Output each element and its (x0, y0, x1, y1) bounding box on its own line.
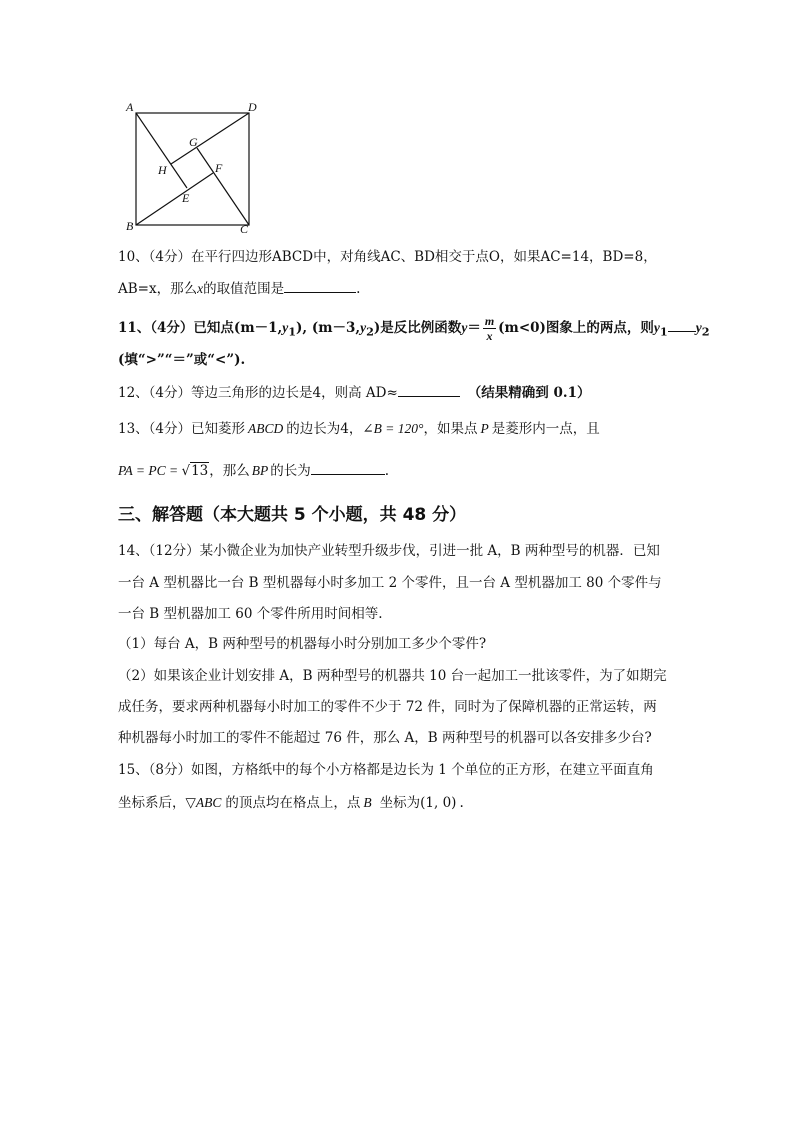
q14-part1: （1）每台 A，B 两种型号的机器每小时分别加工多少个零件? (118, 636, 487, 652)
q11-line1 (118, 314, 710, 343)
q13-angle: ∠B = 120° (362, 421, 424, 436)
q15-line1: 15、（8分）如图，方格纸中的每个小方格都是边长为 1 个单位的正方形，在建立平面直角 (118, 762, 654, 778)
section-3-heading: 三、解答题（本大题共 5 个小题，共 48 分） (118, 505, 467, 525)
q11-frac-num: m (484, 314, 495, 328)
q13-line2 (118, 460, 389, 481)
q13-eq-a: PA = PC = (118, 463, 182, 478)
geometry-figure (124, 100, 264, 235)
q11-sub2: 2 (366, 324, 374, 339)
q15-line2-a: 坐标系后， (118, 795, 186, 811)
q13-line1-d: 是菱形内一点，且 (491, 421, 600, 437)
q11-answer-blank[interactable] (668, 317, 696, 332)
q15-line2-b: 的顶点均在格点上，点 (225, 795, 361, 811)
q15-line2-c: 坐标为 (379, 795, 421, 811)
q15-coord: (1, 0) (420, 795, 457, 811)
q11-cond: (m<0)图象上的两点，则 (498, 320, 654, 336)
q12-line (118, 382, 590, 403)
q11-y2: y (360, 320, 367, 335)
q11-yvar: y (461, 320, 468, 335)
q13-line1-b: 的边长为4， (286, 421, 363, 437)
q11-ans-y2: y (695, 320, 702, 335)
q11-sub1: 1 (288, 324, 297, 339)
q13-line2-a: ，那么 (209, 463, 250, 479)
q11-eq: ＝ (467, 320, 481, 336)
q13-abcd: ABCD (248, 421, 284, 436)
q13-p: P (480, 421, 489, 436)
q11-line2: (填“>”“＝”或“<”). (118, 352, 246, 368)
q10-line2-a: AB=x，那么 (118, 281, 198, 297)
label-d: D (248, 100, 257, 114)
q15-triangle: ▽ABC (185, 795, 222, 810)
q11-prefix: 11、（4分）已知点(m－1, (118, 320, 283, 336)
q13-line1 (118, 419, 600, 439)
q12-text: 12、（4分）等边三角形的边长是4，则高 AD≈ (118, 385, 398, 401)
q10-line2 (118, 278, 360, 299)
q15-b: B (363, 795, 372, 810)
q14-line2: 一台 A 型机器比一台 B 型机器每小时多加工 2 个零件，且一台 A 型机器加工 80 个零件与 (118, 575, 662, 591)
segment-bf (136, 173, 213, 225)
q11-frac-den: x (486, 329, 493, 343)
q11-ans-sub2: 2 (701, 324, 710, 339)
q11-ans-sub1: 1 (659, 324, 668, 339)
q11-mid1: ), (m－3, (296, 320, 361, 336)
q13-line1-a: 13、（4分）已知菱形 (118, 421, 246, 437)
q14-line1: 14、（12分）某小微企业为加快产业转型升级步伐，引进一批 A，B 两种型号的机器．已知 (118, 543, 660, 559)
label-g: G (189, 135, 198, 149)
q13-line2-b: 的长为 (270, 463, 311, 479)
label-h: H (158, 163, 167, 177)
square-abcd (136, 113, 249, 225)
q13-sqrt-value: 13 (191, 463, 209, 479)
q10-line2-b: 的取值范围是 (203, 281, 285, 297)
sqrt-symbol: √ (181, 463, 191, 479)
segment-dh (171, 113, 249, 164)
q15-line2 (118, 793, 464, 813)
q11-fraction (483, 314, 496, 343)
q12-note: （结果精确到 0.1） (467, 385, 591, 401)
label-f: F (215, 161, 223, 175)
q12-answer-blank[interactable] (398, 382, 460, 397)
segment-cg (197, 148, 249, 225)
q14-line3: 一台 B 型机器加工 60 个零件所用时间相等. (118, 606, 383, 622)
q13-line1-c: ，如果点 (423, 421, 478, 437)
q10-var-x: x (197, 281, 204, 296)
q11-mid2: )是反比例函数 (373, 320, 462, 336)
label-e: E (182, 191, 190, 205)
q15-line2-end: . (459, 795, 464, 811)
q14-part2-line3: 种机器每小时加工的零件不能超过 76 件，那么 A，B 两种型号的机器可以各安排多少台? (118, 730, 652, 746)
q11-y1: y (282, 320, 289, 335)
q13-line2-end: . (384, 463, 390, 479)
q14-part2-line1: （2）如果该企业计划安排 A，B 两种型号的机器共 10 台一起加工一批该零件，为了如期完 (118, 668, 667, 684)
q11-ans-y1: y (653, 320, 660, 335)
label-c: C (240, 222, 249, 235)
q13-answer-blank[interactable] (311, 460, 385, 475)
q14-part2-line2: 成任务，要求两种机器每小时加工的零件不少于 72 件，同时为了保障机器的正常运转，两 (118, 699, 657, 715)
q10-line2-end: . (356, 281, 361, 297)
q13-bp: BP (251, 463, 269, 478)
q10-answer-blank[interactable] (284, 278, 356, 293)
label-b: B (126, 219, 134, 233)
label-a: A (126, 100, 134, 114)
q10-line1: 10、（4分）在平行四边形ABCD中，对角线AC、BD相交于点O，如果AC=14，BD=8， (118, 249, 657, 265)
